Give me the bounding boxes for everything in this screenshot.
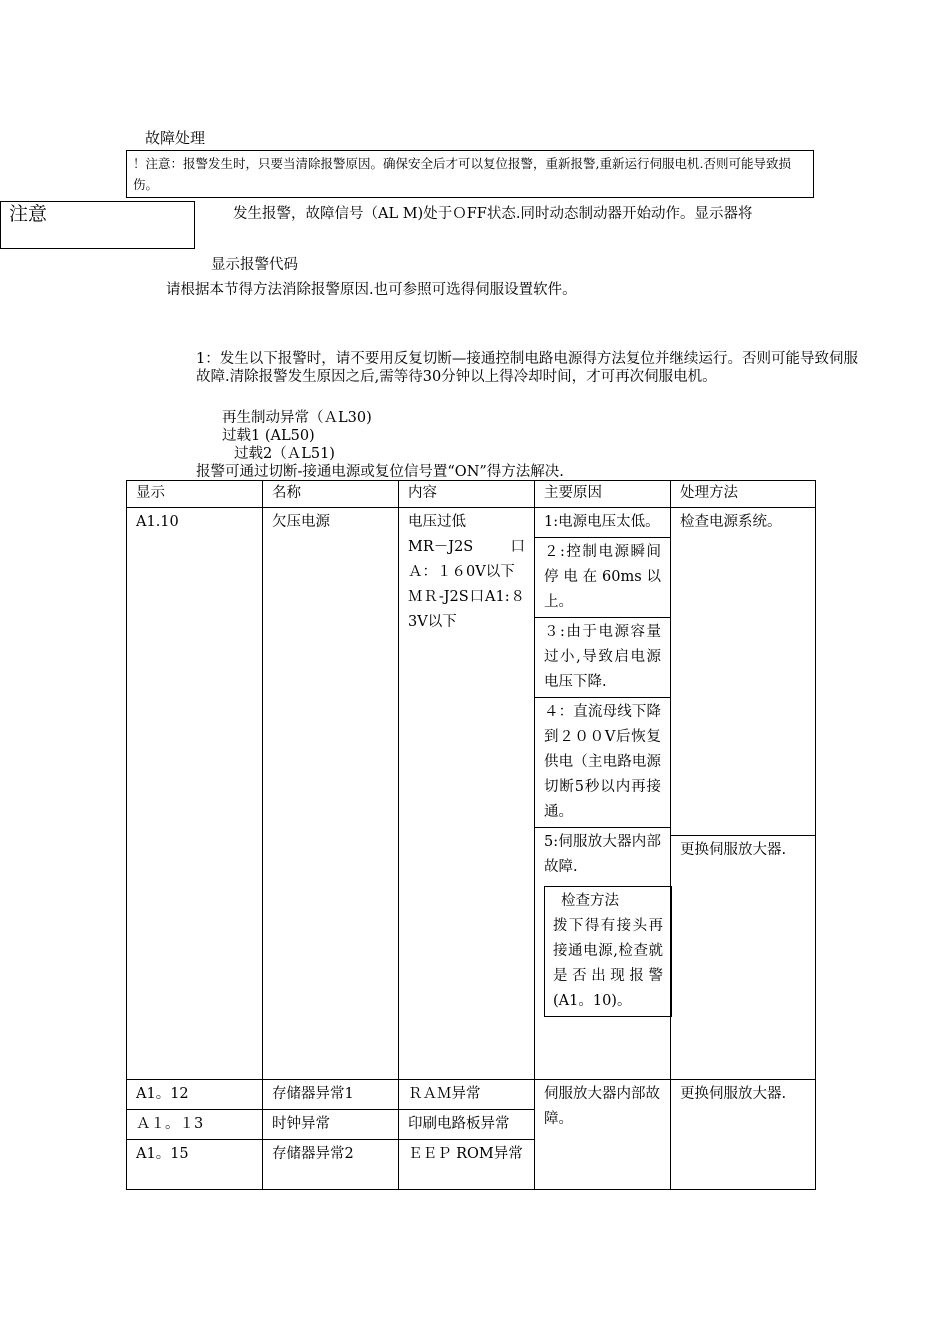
alarm-paragraph bbox=[211, 202, 811, 226]
header-content: 内容 bbox=[399, 481, 535, 508]
page-title: 故障处理 bbox=[145, 129, 206, 147]
table-header-row bbox=[127, 481, 816, 508]
note-label-box: 注意 bbox=[0, 201, 195, 249]
cause-5: 5:伺服放大器内部故障. bbox=[544, 834, 661, 875]
header-name: 名称 bbox=[263, 481, 399, 508]
warning-box: ！注意：报警发生时，只要当清除报警原因。确保安全后才可以复位报警，重新报警,重新运行伺服电机.否则可能导致损伤。 bbox=[126, 150, 814, 198]
cell-content: ＲＡＭ异常 bbox=[399, 1080, 535, 1110]
header-action: 处理方法 bbox=[671, 481, 816, 508]
reset-method-paragraph: 报警可通过切断-接通电源或复位信号置“ON”得方法解决. bbox=[196, 464, 564, 480]
cell-content: 电压过低 MR－J2S 口Ａ：１６0V以下 ＭＲ-J2S口A1:８3V以下 bbox=[399, 508, 535, 1080]
cell-display: A1。15 bbox=[127, 1140, 263, 1190]
reset-warning-paragraph: 1：发生以下报警时，请不要用反复切断—接通控制电路电源得方法复位并继续运行。否则可能导致伺服故障.清除报警发生原因之后,需等待30分钟以上得冷却时间，才可再次伺服电机。 bbox=[196, 351, 858, 385]
cell-name: 存储器异常1 bbox=[263, 1080, 399, 1110]
header-cause: 主要原因 bbox=[535, 481, 671, 508]
cause-3: ３:由于电源容量过小,导致启电源电压下降. bbox=[535, 618, 670, 698]
check-method-text: 拨下得有接头再接通电源,检查就是否出现报警(A1。10)。 bbox=[553, 918, 663, 1009]
list-item-overload2: 过载2（ＡL51) bbox=[234, 446, 335, 462]
cell-content: ＥＥＰ ROM异常 bbox=[399, 1140, 535, 1190]
cell-name: 存储器异常2 bbox=[263, 1140, 399, 1190]
cell-name: 时钟异常 bbox=[263, 1110, 399, 1140]
check-method-title: 检查方法 bbox=[561, 893, 619, 909]
cell-display: Ａ１。１3 bbox=[127, 1110, 263, 1140]
cell-causes bbox=[535, 508, 671, 1080]
list-item-overload1: 过载1 (AL50) bbox=[222, 428, 315, 444]
cell-actions bbox=[671, 508, 816, 1080]
list-item-regen: 再生制动异常（ＡL30) bbox=[222, 410, 372, 426]
cell-display: A1.10 bbox=[127, 508, 263, 1080]
hint-paragraph: 请根据本节得方法消除报警原因.也可参照可选得伺服设置软件。 bbox=[166, 282, 577, 298]
table-row bbox=[127, 508, 816, 1080]
action-1: 检查电源系统。 bbox=[671, 508, 815, 836]
cell-name: 欠压电源 bbox=[263, 508, 399, 1080]
action-2: 更换伺服放大器. bbox=[680, 842, 787, 858]
cause-4: ４：直流母线下降到２００V后恢复供电（主电路电源切断5秒以内再接通。 bbox=[535, 698, 670, 828]
alarm-code-line: 显示报警代码 bbox=[211, 257, 298, 273]
alarm-table bbox=[126, 480, 816, 1190]
cell-display: A1。12 bbox=[127, 1080, 263, 1110]
check-method-box bbox=[544, 886, 672, 1017]
cause-1: 1:电源电压太低。 bbox=[535, 508, 670, 538]
cause-2: ２:控制电源瞬间停电在60ms以上。 bbox=[535, 538, 670, 618]
cell-action: 更换伺服放大器. bbox=[671, 1080, 816, 1190]
table-row bbox=[127, 1080, 816, 1110]
header-display: 显示 bbox=[127, 481, 263, 508]
alarm-paragraph-text: 发生报警，故障信号（AL M)处于ＯFF状态.同时动态制动器开始动作。显示器将 bbox=[233, 206, 753, 222]
cell-content: 印刷电路板异常 bbox=[399, 1110, 535, 1140]
cell-cause: 伺服放大器内部故障。 bbox=[535, 1080, 671, 1190]
